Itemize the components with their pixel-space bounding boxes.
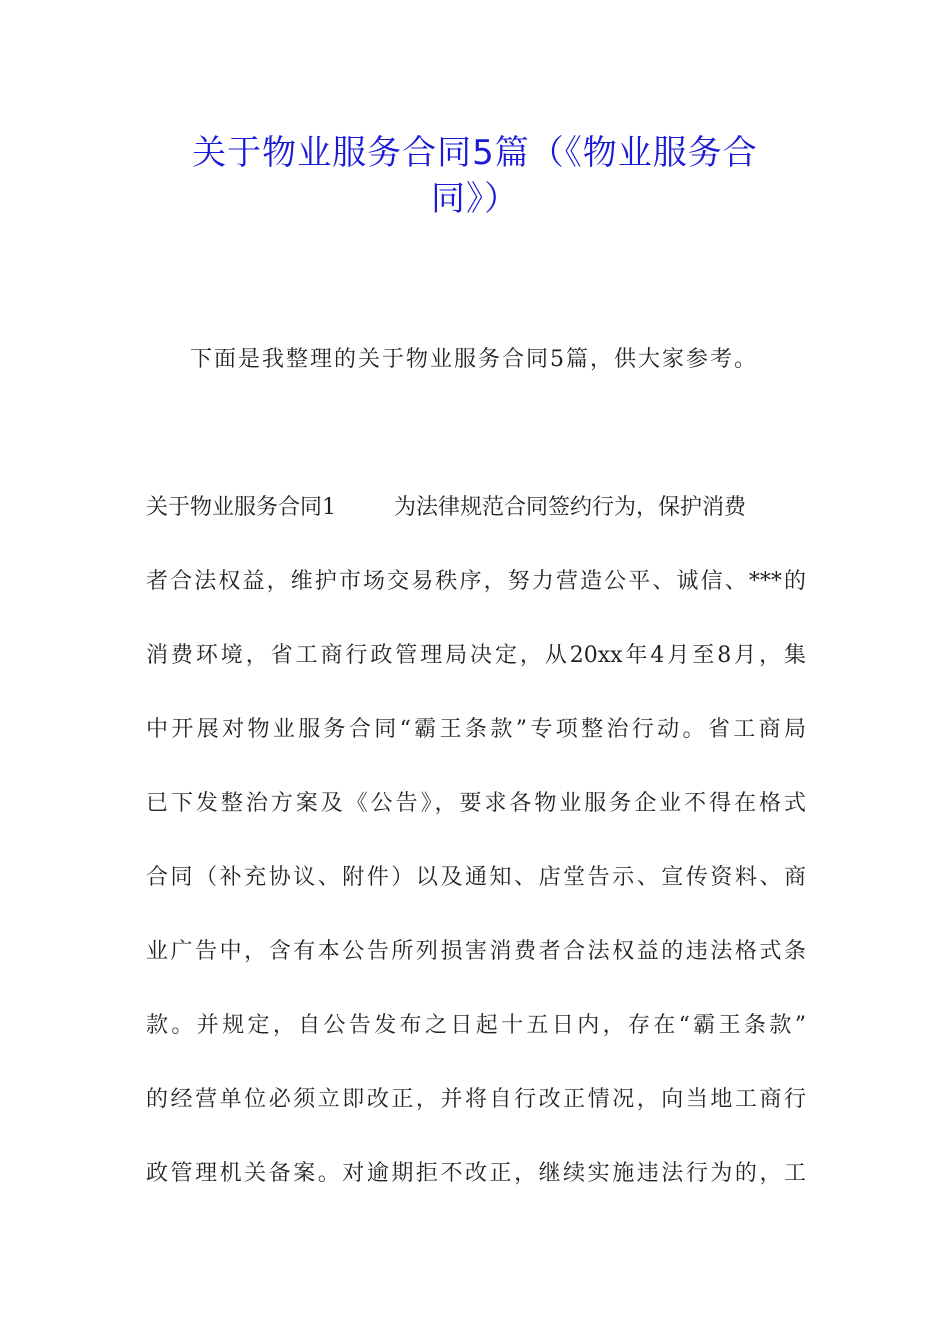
body-line: 中开展对物业服务合同“霸王条款”专项整治行动。省工商局 <box>146 717 806 742</box>
first-line-text: 为法律规范合同签约行为，保护消费 <box>394 495 747 520</box>
intro-paragraph: 下面是我整理的关于物业服务合同5篇，供大家参考。 <box>190 347 758 372</box>
document-title-line-1: 关于物业服务合同5篇（《物业服务合 <box>192 133 758 173</box>
body-line: 款。并规定，自公告发布之日起十五日内，存在“霸王条款” <box>146 1013 806 1038</box>
document-title-line-2: 同》） <box>431 179 519 219</box>
body-line: 消费环境，省工商行政管理局决定，从20xx年4月至8月，集 <box>146 643 806 668</box>
body-line: 政管理机关备案。对逾期拒不改正，继续实施违法行为的，工 <box>146 1161 806 1186</box>
body-line: 已下发整治方案及《公告》，要求各物业服务企业不得在格式 <box>146 791 806 816</box>
body-line: 者合法权益，维护市场交易秩序，努力营造公平、诚信、***的 <box>146 569 806 594</box>
body-line <box>146 490 806 526</box>
body-line: 合同（补充协议、附件）以及通知、店堂告示、宣传资料、商 <box>146 865 806 890</box>
section-heading: 关于物业服务合同1 <box>146 495 336 520</box>
body-line: 的经营单位必须立即改正，并将自行改正情况，向当地工商行 <box>146 1087 806 1112</box>
body-line: 业广告中，含有本公告所列损害消费者合法权益的违法格式条 <box>146 939 806 964</box>
